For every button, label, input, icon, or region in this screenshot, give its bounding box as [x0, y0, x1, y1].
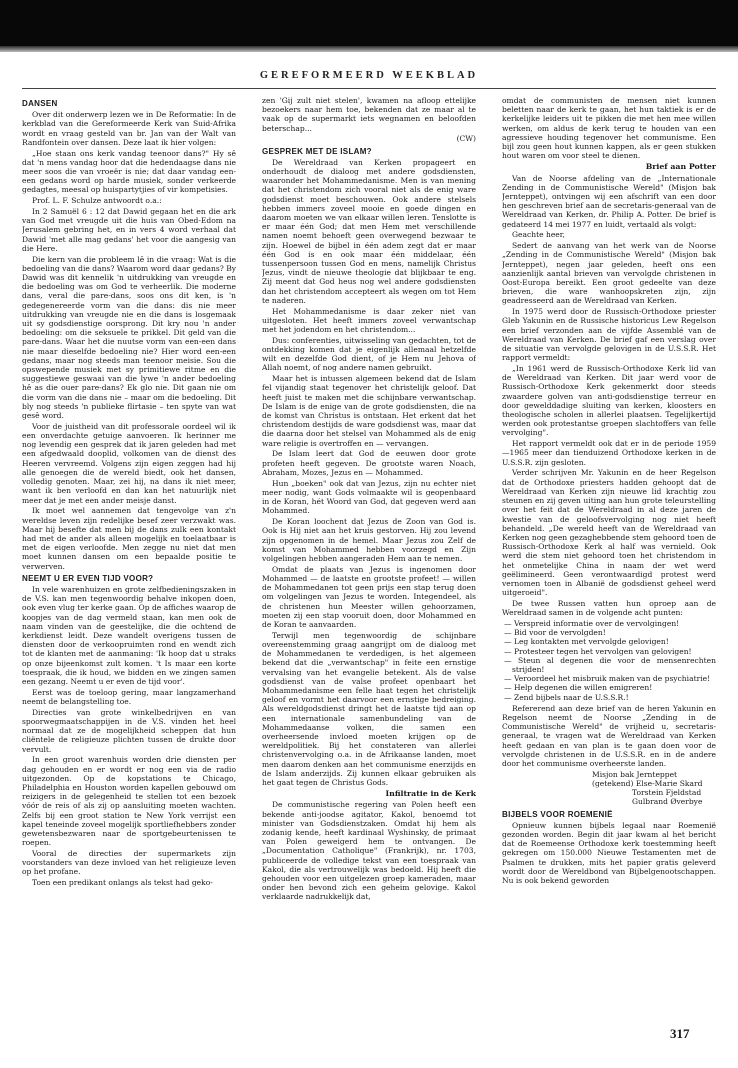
column-3 — [502, 96, 716, 1051]
paragraph: Vooral de directies der supermarkets zijn voorstanders van deze invloed van het religieuze leven op het profane. — [22, 848, 236, 877]
paragraph: Maar het is intussen algemeen bekend dat de Islam fel vijandig staat tegenover het christelijk geloof. Dat heeft juist te maken met die schijnbare verwantschap. De Islam is de enige van de grote godsdiensten, die na de komst van Christus is ontstaan. Het erkent dat het christendom destijds de ware godsdienst was, maar dat die daarna door het stelsel van Mohammed als de enig ware religie is overtroffen en — vervangen. — [262, 374, 476, 448]
paragraph: „In 1961 werd de Russisch-Orthodoxe Kerk lid van de Wereldraad van Kerken. Dit jaar werd voor de Russisch-Orthodoxe Kerk gekenmerkt door steeds zwaardere golven van anti-godsdienstige terreur en door gewelddadige sluiting van kerken, kloosters en theologische scholen in allerlei plaatsen. Tegelijkertijd werden ook protestantse groepen slachtoffers van felle vervolging". — [502, 364, 716, 438]
paragraph: Het Mohammedanisme is daar zeker niet van uitgesloten. Het heeft immers zoveel verwantschap met het jodendom en het christendom... — [262, 306, 476, 335]
paragraph: Over dit onderwerp lezen we in De Reformatie: In de kerkblad van die Gereformeerde Kerk van Suid-Afrika wordt en vraag gesteld van br. Jan van der Walt van Randfontein over dansen. Deze laat ik hier volgen: — [22, 110, 236, 147]
paragraph: Geachte heer, — [512, 230, 565, 240]
paragraph: De communistische regering van Polen heeft een bekende anti-joodse agitator, Kakol, benoemd tot minister van Godsdienstzaken. Omdat hij hem als zodanig kende, heeft kardinaal Wyshinsky, de primaat van Polen geweigerd hem te ontvangen. De „Documentation Catholique" (Frankrijk), nr. 1703, publiceerde de volledige tekst van een toespraak van Kakol, die als vertrouwelijk was bedoeld. Hij heeft die gehouden voor een uitgelezen groep kameraden, maar onder hen bevond zich een geheim gelovige. Kakol verklaarde nadrukkelijk dat, — [262, 800, 476, 902]
list-item: — Leg kontakten met vervolgde gelovigen! — [504, 637, 669, 647]
signature-line: Torstein Fjeldstad — [632, 788, 702, 798]
paragraph: Voor de juistheid van dit professorale oordeel wil ik een onverdachte getuige aanvoeren. Ik herinner me nog levendig een gesprek dat ik jaren geleden had met een afgedwaald dooplid, volkomen van de dienst des Heeren vervreemd. Volgens zijn eigen zeggen had hij alle genoegen die de wereld biedt, ook het dansen, volledig genoten. Maar, zei hij, na dans ik niet meer, want ik ben verloofd en dan kan het natuurlijk niet meer dat je met een ander meisje danst. — [22, 421, 236, 505]
paragraph: Prof. L. F. Schulze antwoordt o.a.: — [32, 196, 162, 206]
paragraph: Opnieuw kunnen bijbels legaal naar Roemenië gezonden worden. Begin dit jaar kwam al het bericht dat de Roemeense Orthodoxe kerk toestemming heeft gekregen om 150.000 Nieuwe Testamenten met de Psalmen te drukken, mits het papier gratis geleverd wordt door de Wereldbond van Bijbelgenootschappen. Nu is ook bekend geworden — [502, 820, 716, 885]
subheading-brief-potter: Brief aan Potter — [645, 162, 716, 172]
top-band-shadow — [0, 46, 738, 52]
paragraph: De Wereldraad van Kerken propageert en onderhoudt de dialoog met andere godsdiensten, waaronder het Mohammedanisme. Men is van mening dat het christendom zich vooral niet als de enig ware godsdienst moet beschouwen. Ook andere stelsels hebben immers zoveel mooie en goede dingen en daarom moeten we van elkaar willen leren. Tenslotte is er maar één God; dat men Hem met verschillende namen noemt behoeft geen overwegend bezwaar te zijn. Hoewel de bijbel in één adem zegt dat er maar één God is en ook maar één middelaar, één tussenpersoon tussen God en mens, namelijk Christus Jezus, vindt de nieuwe theologie dat blijkbaar te eng. Zij meent dat God heus nog wel andere godsdiensten dan het christendom accepteert als wegen om tot Hem te naderen. — [262, 157, 476, 305]
list-item: — Zend bijbels naar de U.S.S.R.! — [504, 692, 629, 702]
column-1 — [22, 96, 236, 1051]
list-item: — Steun al degenen die voor de mensenrechten strijden! — [504, 655, 716, 674]
paragraph: Dus: conferenties, uitwisseling van gedachten, tot de ontdekking komen dat je eigenlijk allemaal hetzelfde wilt en dezelfde God dient, of je Hem nu Jehova of Allah noemt, of nog andere namen gebruikt. — [262, 335, 476, 373]
paragraph: Directies van grote winkelbedrijven en van spoorwegmaatschappijen in de V.S. vinden het heel normaal dat ze de mogelijkheid scheppen dat hun cliëntele de religieuze plichten tussen de drukte door vervult. — [22, 707, 236, 754]
paragraph: In 2 Samuël 6 : 12 dat Dawid gegaan het en die ark van God met vreugde uit die huis van Obed-Edom na Jerusalem gebring het, en in vers 4 word verhaal dat Dawid 'met alle mag gedans' het voor die aangesig van die Here. — [22, 207, 236, 253]
paragraph: Verder schrijven Mr. Yakunin en de heer Regelson dat de Orthodoxe priesters hadden gehoopt dat de Wereldraad van Kerken zijn nieuwe lid krachtig zou steunen en zij geven uiting aan hun grote teleurstelling over het feit dat de Wereldraad in al deze jaren de kwestie van de geloofsvervolging nog niet heeft behandeld. „De wereld heeft van de Wereldraad van Kerken nog geen gezaghebbende stem gehoord toen de Russisch-Orthodoxe Kerk al half was vernield. Ook werd die stem niet gehoord toen het christendom in het onmetelijke China in naam der wet werd geëlimineerd. Geen verontwaardigd protest werd vernomen toen in Albanië de godsdienst geheel werd uitgeroeid". — [502, 468, 716, 598]
paragraph: Toen een predikant onlangs als tekst had geko- — [32, 878, 213, 888]
demands-list — [502, 619, 716, 702]
paragraph: Eerst was de toeloop gering, maar langzamerhand neemt de belangstelling toe. — [22, 687, 236, 706]
paragraph: Refererend aan deze brief van de heren Yakunin en Regelson neemt de Noorse „Zending in de Communistische Wereld" de vrijheid u, secretaris-generaal, te vragen wat de Wereldraad van Kerken heeft gedaan en van plan is te gaan doen voor de vervolgde christenen in de U.S.S.R. en in de andere door het communisme overheerste landen. — [502, 703, 716, 768]
list-item: — Help degenen die willen emigreren! — [504, 683, 653, 693]
section-title-islam: GESPREK MET DE ISLAM? — [262, 146, 372, 156]
signature-block — [592, 770, 716, 807]
list-item: — Veroordeel het misbruik maken van de psychiatrie! — [504, 674, 711, 684]
paragraph: De twee Russen vatten hun oproep aan de Wereldraad samen in de volgende acht punten: — [502, 598, 716, 618]
paragraph: Hun „boeken" ook dat van Jezus, zijn nu echter niet meer nodig, want Gods volmaakte wil is geopenbaard in de Koran, hét Woord van God, dat gegeven werd aan Mohammed. — [262, 478, 476, 516]
section-title-roemenie: BIJBELS VOOR ROEMENIË — [502, 809, 613, 819]
paragraph: Terwijl men tegenwoordig de schijnbare overeenstemming graag aangrijpt om de dialoog met de Mohammedanen te verdedigen, is het algemeen bekend dat die „verwantschap" in feite een ernstige vervalsing van het evangelie betekent. Als de valse godsdienst van de valse profeet openbaart het Mohammedanisme een felle haat tegen het christelijk geloof en vormt het daarvoor een ernstige bedreiging. Als wereldgodsdienst dringt het de laatste tijd aan op een internationale samenbundeling van de Mohammedaanse volken, die samen een overheersende invloed moeten krijgen op de wereldpolitiek. Bij het constateren van allerlei christenvervolging o.a. in de Afrikaanse landen, moet men daarom denken aan het communisme enerzijds en de Islam anderzijds. Zij kunnen elkaar gebruiken als het gaat tegen de Christus Gods. — [262, 630, 476, 787]
signature-line: Misjon bak Jernteppet — [592, 769, 678, 779]
paragraph: In vele warenhuizen en grote zelfbedieningszaken in de V.S. kan men tegenwoordig behalve inkopen doen, ook even vlug ter kerke gaan. Op de affiches waarop de koopjes van de dag vermeld staan, kan men ook de naam vinden van de geestelijke, die die ochtend de kerkdienst leidt. Deze wandelt overigens tussen de diensten door de verkoopruimten rond en wendt zich tot de klanten met de aanmaning: 'Ik hoop dat u straks op onze bijeenkomst zult komen. 't Is maar een korte toespraak, die ik houd, we bidden en we zingen samen een gezang. Neemt u er even de tijd voor'. — [22, 584, 236, 686]
column-2 — [262, 96, 476, 1051]
source-sign: (CW) — [456, 134, 476, 144]
paragraph: Het rapport vermeldt ook dat er in de periode 1959—1965 meer dan tienduizend Orthodoxe kerken in de U.S.S.R. zijn gesloten. — [502, 439, 716, 467]
header-rule — [22, 88, 716, 89]
paragraph: Ik moet wel aannemen dat tengevolge van z'n wereldse leven zijn redelijke besef zeer verzwakt was. Maar hij besefte dat men bij de dans zulk een kontakt had met de ander als alleen mogelijk en toelaatbaar is met de eigen verloofde. Men zegge nu niet dat men moet kunnen dansen om een bepaalde positie te verwerven. — [22, 506, 236, 571]
paragraph: Die kern van die probleem lê in die vraag: Wat is die bedoeling van die dans? Waarom word daar gedans? By Dawid was dit kennelik 'n uitdrukking van vreugde en die bedoeling was om God te verheerlik. Die moderne dans, veral die pare-dans, soos ons dit ken, is 'n gedegenereerde vorm van die dans: dis nie meer uitdrukking van vreugde nie en die dans is losgemaak uit sy godsdienstige oorsprong. Dit kry nou 'n ander bedoeling: om die seksuele te prikkel. Dit geld van die pare-dans. Waar het die nuutse vorm van een-een dans nie maar dieselfde bedoeling nie? Hier word een-een gedans, maar nog steeds man teenoor meisie. Sou die opswepende musiek met sy primitiewe ritme en die suggestiewe geswaai van die lywe 'n ander bedoeling hê as die ouer pare-dans? Ek glo nie. Dit gaan nie om die vorm van die dans nie – maar om die bedoeling. Dit bly nog steeds 'n publieke flirtasie – ten spyte van wat gesê word. — [22, 254, 236, 421]
paragraph: Van de Noorse afdeling van de „Internationale Zending in de Communistische Wereld" (Misjon bak Jernteppet), ontvingen wij een afschrift van een door hen geschreven brief aan de secretaris-generaal van de Wereldraad van Kerken, dr. Philip A. Potter. De brief is gedateerd 14 mei 1977 en luidt, vertaald als volgt: — [502, 173, 716, 229]
signature-line: (getekend) Else-Marie Skard — [592, 778, 703, 788]
paragraph: De Islam leert dat God de eeuwen door grote profeten heeft gegeven. De grootste waren Noach, Abraham, Mozes, Jezus en — Mohammed. — [262, 449, 476, 477]
list-item: — Protesteer tegen het vervolgen van gelovigen! — [504, 646, 692, 656]
paragraph: In een groot warenhuis worden drie diensten per dag gehouden en er wordt er nog een via de radio uitgezonden. Op de kopstations te Chicago, Philadelphia en Houston worden kapellen gebouwd om reizigers in de gelegenheid te stellen tot een bezoek vóór de reis of als zij op aansluiting moeten wachten. Zelfs bij een groot station te New York verrijst een kapel teneinde zoveel mogelijk sportliefhebbers zonder gewetensbezwaren naar de sportgebeurtenissen te roepen. — [22, 755, 236, 848]
page-number: 317 — [670, 1026, 690, 1041]
signature-line: Gulbrand Øverbye — [632, 797, 703, 807]
paragraph: omdat de communisten de mensen niet kunnen beletten naar de kerk te gaan, het hun taktiek is er de kerkelijke leiders uit te pikken die met hen mee willen werken, om aldus de kerk terug te houden van een agressieve houding tegenover het communisme. Een bijl zou geen hout kunnen kappen, als er geen stukken hout waren om voor steel te dienen. — [502, 96, 716, 161]
list-item: — Bid voor de vervolgden! — [504, 628, 606, 638]
list-item: — Verspreid informatie over de vervolgingen! — [504, 618, 680, 628]
section-title-dansen: DANSEN — [22, 99, 58, 108]
subheading-infiltratie: Infiltratie in de Kerk — [385, 789, 476, 799]
paragraph: Omdat de plaats van Jezus is ingenomen door Mohammed — de laatste en grootste profeet! — willen de Mohammedanen tot geen prijs een stap terug doen om volgelingen van Jezus te worden. Integendeel, als de christenen hun Meester willen gehoorzamen, moeten zij een stap vooruit doen, door Mohammed en de Koran te aanvaarden. — [262, 564, 476, 629]
paragraph: „Hoe staan ons kerk vandag teenoor dans?" Hy sê dat 'n mens vandag hoor dat die hedendaagse dans nie meer soos die van vroeër is nie; dat daar vandag een-een gedans word op harde musiek, sonder verkeerde gedagtes, meesal op huispartytjies of vir kompetisies. — [22, 148, 236, 195]
top-black-band — [0, 0, 738, 46]
running-head: GEREFORMEERD WEEKBLAD — [259, 70, 479, 81]
section-title-tijd: NEEMT U ER EVEN TIJD VOOR? — [22, 573, 154, 583]
paragraph: In 1975 werd door de Russisch-Orthodoxe priester Gleb Yakunin en de Russische historicus Lew Regelson een brief verzonden aan de vijfde Assemblé van de Wereldraad van Kerken. De brief gaf een verslag over de situatie van vervolgde gelovigen in de U.S.S.R. Het rapport vermeldt: — [502, 307, 716, 363]
paragraph: zen 'Gij zult niet stelen', kwamen na afloop ettelijke bezoekers naar hem toe, bekenden dat ze maar al te vaak op de supermarkt iets wegnamen en beloofden beterschap... — [262, 96, 476, 133]
paragraph: De Koran loochent dat Jezus de Zoon van God is. Ook is Hij niet aan het kruis gestorven. Hij zou levend zijn opgenomen in de hemel. Maar Jezus zou Zelf de komst van Mohammed hebben voorzegd en Zijn volgelingen hebben aangeraden Hem aan te nemen. — [262, 517, 476, 563]
paragraph: Sedert de aanvang van het werk van de Noorse „Zending in de Communistische Wereld" (Misjon bak Jernteppet), negen jaar geleden, heeft ons een aanzienlijk aantal brieven van vervolgde christenen in Oost-Europa bereikt. Een groot gedeelte van deze brieven, die ware wanhoopskreten zijn, zijn geadresseerd aan de Wereldraad van Kerken. — [502, 241, 716, 306]
